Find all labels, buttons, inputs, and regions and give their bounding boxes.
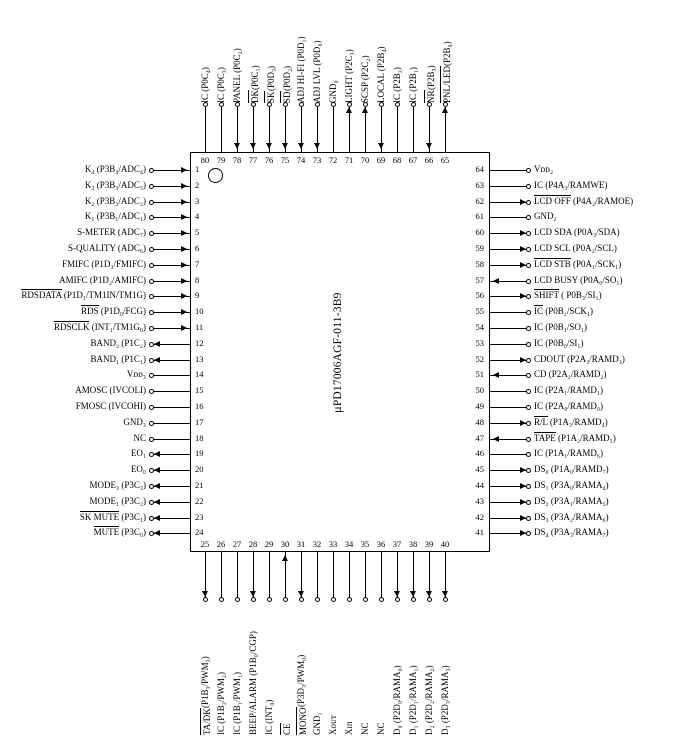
- pin-number: 2: [195, 180, 200, 190]
- pin-number: 13: [195, 354, 204, 364]
- pin-label: NC: [376, 722, 386, 735]
- pin-terminal: [267, 597, 272, 602]
- pin-label: IC (P0B₂/SCK₁): [534, 306, 594, 316]
- pin-terminal: [283, 597, 288, 602]
- pin-number: 21: [195, 480, 204, 490]
- pin-terminal: [411, 597, 416, 602]
- pin-number: 10: [195, 306, 204, 316]
- pin-terminal: [149, 342, 154, 347]
- signal-direction-arrow: [154, 357, 160, 363]
- signal-direction-arrow: [154, 499, 160, 505]
- pin-number: 16: [195, 401, 204, 411]
- pin-number: 24: [195, 527, 204, 537]
- pin-label: IC (P0C₃): [216, 67, 226, 103]
- pin-label: DS₁ (P3A₀/RAMA₄): [534, 480, 609, 490]
- pin-number: 38: [408, 539, 418, 549]
- pin-number: 64: [475, 164, 484, 174]
- pin-label: D₀ (P2D₀/RAMA₀): [392, 665, 402, 735]
- pin-lead: [221, 107, 222, 152]
- pin-label: GND₁: [312, 712, 322, 735]
- pin-terminal: [526, 168, 531, 173]
- pin-number: 80: [200, 155, 210, 165]
- pin-number: 71: [344, 155, 354, 165]
- pin-terminal: [149, 373, 154, 378]
- pin-number: 62: [475, 196, 484, 206]
- pin-terminal: [526, 500, 531, 505]
- pin-label: Vᴅᴅ₃: [126, 369, 146, 379]
- signal-direction-arrow: [181, 214, 187, 220]
- pin-lead: [413, 107, 414, 152]
- signal-direction-arrow: [426, 143, 432, 149]
- pin-number: 3: [195, 196, 200, 206]
- pin-label: PNL/LED (P2B₀): [442, 41, 452, 103]
- pin-number: 74: [296, 155, 306, 165]
- pin-number: 63: [475, 180, 484, 190]
- pin-label: LCD STB (P0A₁/SCK₁): [534, 259, 622, 269]
- signal-direction-arrow: [181, 278, 187, 284]
- pin-number: 23: [195, 512, 204, 522]
- pin-number: 58: [475, 259, 484, 269]
- pin-number: 35: [360, 539, 370, 549]
- signal-direction-arrow: [154, 515, 160, 521]
- pin-label: EO₁: [130, 448, 146, 458]
- pin-label: LCD BUSY (P0A₀/SO₁): [534, 275, 623, 285]
- signal-direction-arrow: [154, 483, 160, 489]
- pin-terminal: [443, 597, 448, 602]
- signal-direction-arrow: [314, 143, 320, 149]
- pin-number: 69: [376, 155, 386, 165]
- pin-lead: [381, 552, 382, 597]
- pin-terminal: [149, 437, 154, 442]
- pin-number: 59: [475, 243, 484, 253]
- pin-lead: [397, 107, 398, 152]
- signal-direction-arrow: [346, 107, 352, 113]
- pin-lead: [490, 391, 526, 392]
- pin-number: 39: [424, 539, 434, 549]
- pin-label: D₁ (P2D₁/RAMA₁): [408, 665, 418, 735]
- pin-number: 7: [195, 259, 200, 269]
- pin-label: K₁ (P3B₁/ADC₁): [84, 211, 146, 221]
- pin-number: 79: [216, 155, 226, 165]
- pin-label: MODE₁ (P3C₂): [89, 496, 146, 506]
- pin-terminal: [149, 231, 154, 236]
- pin-terminal: [149, 531, 154, 536]
- pin-label: IC (P2B₂): [392, 67, 402, 103]
- pin-terminal: [149, 310, 154, 315]
- pin-lead: [154, 439, 190, 440]
- pin-label: AMIFC (P1D₂/AMIFC): [59, 275, 146, 285]
- pin-terminal: [526, 405, 531, 410]
- pin-lead: [333, 107, 334, 152]
- pin-label: TAPE (P1A₂/RAMD₅): [534, 433, 616, 443]
- pin-number: 25: [200, 539, 210, 549]
- pin1-index-marker: [208, 168, 223, 183]
- pin-number: 28: [248, 539, 258, 549]
- pin-label: DS₀ (P1A₀/RAMD₇): [534, 464, 609, 474]
- pin-label: IC (P0B₀/SI₁): [534, 338, 584, 348]
- pin-terminal: [526, 215, 531, 220]
- pin-terminal: [149, 294, 154, 299]
- pin-label: BAND₁ (P1C₁): [90, 354, 146, 364]
- pin-number: 60: [475, 227, 484, 237]
- pin-number: 20: [195, 464, 204, 474]
- pin-terminal: [347, 597, 352, 602]
- pin-terminal: [526, 437, 531, 442]
- pin-number: 77: [248, 155, 258, 165]
- pin-terminal: [149, 389, 154, 394]
- pin-label: R/L (P1A₃/RAMD₄): [534, 417, 608, 427]
- pin-number: 54: [475, 322, 484, 332]
- pin-terminal: [149, 421, 154, 426]
- pin-terminal: [299, 597, 304, 602]
- pin-lead: [154, 375, 190, 376]
- pin-label: SCSP (P2C₂): [360, 55, 370, 103]
- signal-direction-arrow: [181, 246, 187, 252]
- signal-direction-arrow: [493, 278, 499, 284]
- pin-label: ADJ HI-FI (P0D₁): [296, 36, 306, 103]
- pin-label: RDSDATA (P1D₁/TM1IN/TM1G): [21, 290, 146, 300]
- pin-terminal: [526, 231, 531, 236]
- signal-direction-arrow: [154, 451, 160, 457]
- pin-label: IC (P2A₁/RAMD₁): [534, 385, 604, 395]
- pin-label: IC (INT₀): [264, 699, 274, 735]
- pin-terminal: [149, 279, 154, 284]
- pin-label: EO₀: [130, 464, 146, 474]
- pin-number: 65: [440, 155, 450, 165]
- pin-lead: [221, 552, 222, 597]
- pin-number: 75: [280, 155, 290, 165]
- signal-direction-arrow: [181, 293, 187, 299]
- signal-direction-arrow: [181, 325, 187, 331]
- pin-lead: [490, 328, 526, 329]
- pin-label: DS₃ (P3A₂/RAMA₆): [534, 512, 609, 522]
- pin-label: SD (P0D₂): [282, 66, 292, 103]
- signal-direction-arrow: [154, 467, 160, 473]
- pin-terminal: [526, 389, 531, 394]
- pin-label: NR (P2B₃): [426, 65, 436, 103]
- pin-label: IC (P2A₀/RAMD₀): [534, 401, 604, 411]
- pin-lead: [333, 552, 334, 597]
- pin-terminal: [149, 452, 154, 457]
- pin-number: 5: [195, 227, 200, 237]
- pin-label: CE: [282, 723, 292, 735]
- pin-terminal: [526, 200, 531, 205]
- signal-direction-arrow: [250, 143, 256, 149]
- pin-label: RDSCLK (INT₁/TM1G₀): [53, 322, 146, 332]
- pin-number: 73: [312, 155, 322, 165]
- pin-terminal: [149, 215, 154, 220]
- pin-label: SK (P0D₃): [266, 66, 276, 103]
- pin-label: LCD SCL (P0A₂/SCL): [534, 243, 617, 253]
- pin-terminal: [427, 597, 432, 602]
- pin-number: 56: [475, 290, 484, 300]
- pin-number: 52: [475, 354, 484, 364]
- pin-number: 26: [216, 539, 226, 549]
- pin-label: SK MUTE (P3C₁): [79, 512, 146, 522]
- pin-number: 70: [360, 155, 370, 165]
- pin-lead: [490, 407, 526, 408]
- pin-lead: [349, 552, 350, 597]
- pin-lead: [490, 186, 526, 187]
- pin-terminal: [219, 597, 224, 602]
- pin-lead: [490, 217, 526, 218]
- pin-terminal: [149, 468, 154, 473]
- pin-number: 8: [195, 275, 200, 285]
- signal-direction-arrow: [234, 143, 240, 149]
- pin-number: 27: [232, 539, 242, 549]
- pin-label: S-METER (ADC₇): [77, 227, 146, 237]
- pin-number: 4: [195, 211, 200, 221]
- signal-direction-arrow: [181, 167, 187, 173]
- pin-label: GND₃: [123, 417, 146, 427]
- pin-number: 40: [440, 539, 450, 549]
- pin-label: S-QUALITY (ADC₆): [67, 243, 146, 253]
- pin-label: K₄ (P3B₄/ADC₄): [84, 164, 146, 174]
- pin-label: ADJ LVL (P0D₀): [312, 40, 322, 103]
- pin-label: IC (P1A₁/RAMD₆): [534, 448, 604, 458]
- pin-number: 72: [328, 155, 338, 165]
- pin-label: GND₂: [534, 211, 557, 221]
- pin-lead: [490, 312, 526, 313]
- pin-terminal: [526, 358, 531, 363]
- signal-direction-arrow: [181, 230, 187, 236]
- pin-label: MODE₃ (P3C₃): [89, 480, 146, 490]
- pin-number: 49: [475, 401, 484, 411]
- pin-label: Vᴅᴅ₂: [534, 164, 554, 174]
- pin-lead: [365, 107, 366, 152]
- pin-number: 33: [328, 539, 338, 549]
- pin-number: 15: [195, 385, 204, 395]
- pin-label: D₃ (P2D₃/RAMA₃): [440, 665, 450, 735]
- chip-part-number: µPD17006AGF-011-3B9: [332, 292, 344, 414]
- pin-terminal: [526, 484, 531, 489]
- pin-number: 76: [264, 155, 274, 165]
- pin-terminal: [526, 184, 531, 189]
- pin-number: 12: [195, 338, 204, 348]
- pin-terminal: [149, 247, 154, 252]
- pin-terminal: [149, 263, 154, 268]
- pin-number: 17: [195, 417, 204, 427]
- signal-direction-arrow: [181, 262, 187, 268]
- pin-label: PANEL (P0C₂): [232, 48, 242, 103]
- pin-label: RDS (P1D₀/FCG): [81, 306, 146, 316]
- pin-terminal: [149, 358, 154, 363]
- pin-label: IC (P0B₁/SO₁): [534, 322, 588, 332]
- pin-terminal: [526, 326, 531, 331]
- pin-terminal: [526, 452, 531, 457]
- pin-label: D₂ (P2D₂/RAMA₂): [424, 665, 434, 735]
- pin-label: IC (P1B₂/PWM₂): [216, 671, 226, 735]
- pin-label: BEEP/ALARM (P1B₀/CGP): [248, 631, 258, 735]
- signal-direction-arrow: [282, 143, 288, 149]
- signal-direction-arrow: [154, 530, 160, 536]
- pin-terminal: [149, 500, 154, 505]
- pin-lead: [490, 454, 526, 455]
- pin-terminal: [526, 468, 531, 473]
- pin-label: CD (P2A₂/RAMD₂): [534, 369, 607, 379]
- pin-terminal: [315, 597, 320, 602]
- pin-number: 57: [475, 275, 484, 285]
- pin-number: 45: [475, 464, 484, 474]
- signal-direction-arrow: [181, 309, 187, 315]
- pin-label: DS₄ (P3A₃/RAMA₇): [534, 527, 609, 537]
- pin-number: 30: [280, 539, 290, 549]
- signal-direction-arrow: [362, 107, 368, 113]
- pin-number: 14: [195, 369, 204, 379]
- pin-number: 43: [475, 496, 484, 506]
- pin-terminal: [526, 373, 531, 378]
- pin-lead: [365, 552, 366, 597]
- pin-number: 55: [475, 306, 484, 316]
- pin-label: SHIFT ( P0B₃/SI₁): [534, 290, 602, 300]
- pin-number: 31: [296, 539, 306, 549]
- pin-terminal: [331, 597, 336, 602]
- pin-terminal: [149, 184, 154, 189]
- pin-number: 37: [392, 539, 402, 549]
- pin-number: 51: [475, 369, 484, 379]
- pin-lead: [349, 107, 350, 152]
- pin-terminal: [363, 597, 368, 602]
- pin-label: LCD SDA (P0A₃/SDA): [534, 227, 620, 237]
- signal-direction-arrow: [298, 143, 304, 149]
- pin-number: 41: [475, 527, 484, 537]
- pin-label: DS₂ (P3A₁/RAMA₅): [534, 496, 609, 506]
- pin-lead: [205, 107, 206, 152]
- signal-direction-arrow: [282, 555, 288, 561]
- pin-label: IC (P2B₁): [408, 67, 418, 103]
- pin-lead: [490, 170, 526, 171]
- signal-direction-arrow: [442, 107, 448, 113]
- pin-terminal: [149, 200, 154, 205]
- pin-terminal: [526, 516, 531, 521]
- pin-terminal: [526, 294, 531, 299]
- pin-terminal: [149, 484, 154, 489]
- signal-direction-arrow: [493, 436, 499, 442]
- pin-label: GND₀: [328, 80, 338, 103]
- signal-direction-arrow: [493, 372, 499, 378]
- pin-terminal: [149, 168, 154, 173]
- pin-lead: [445, 107, 446, 152]
- pin-label: Xᴏᴜᴛ: [328, 715, 338, 735]
- pin-number: 18: [195, 433, 204, 443]
- pin-terminal: [526, 310, 531, 315]
- pin-label: IC (P1B₁/PWM₁): [232, 671, 242, 735]
- pin-number: 36: [376, 539, 386, 549]
- pin-label: LCD OFF (P4A₂/RAMOE): [534, 196, 634, 206]
- signal-direction-arrow: [181, 183, 187, 189]
- pin-label: DK (P0C₁): [250, 65, 260, 103]
- pin-number: 44: [475, 480, 484, 490]
- pin-number: 78: [232, 155, 242, 165]
- pin-terminal: [235, 597, 240, 602]
- pin-label: FMOSC (IVCOHI): [75, 401, 146, 411]
- pin-terminal: [379, 597, 384, 602]
- pin-terminal: [526, 247, 531, 252]
- pin-lead: [269, 552, 270, 597]
- signal-direction-arrow: [378, 143, 384, 149]
- pin-number: 46: [475, 448, 484, 458]
- pin-label: IC (P4A₃/RAMWE): [534, 180, 608, 190]
- pin-terminal: [149, 326, 154, 331]
- pin-label: K₃ (P3B₃/ADC₅): [84, 180, 146, 190]
- pin-terminal: [526, 531, 531, 536]
- pin-number: 1: [195, 164, 200, 174]
- pin-terminal: [149, 516, 154, 521]
- pin-terminal: [526, 421, 531, 426]
- pin-terminal: [149, 405, 154, 410]
- pin-lead: [154, 391, 190, 392]
- pin-number: 19: [195, 448, 204, 458]
- pin-label: K₂ (P3B₂/ADC₂): [84, 196, 146, 206]
- pin-number: 53: [475, 338, 484, 348]
- pin-label: Xɪn: [344, 721, 354, 735]
- pin-label: NC: [133, 433, 146, 443]
- pin-label: MUTE (P3C₀): [93, 527, 146, 537]
- pin-number: 61: [475, 211, 484, 221]
- pin-number: 34: [344, 539, 354, 549]
- pin-number: 22: [195, 496, 204, 506]
- pin-number: 42: [475, 512, 484, 522]
- pin-label: AMOSC (IVCOLI): [75, 385, 146, 395]
- pin-label: LOCAL (P2B₄): [376, 46, 386, 103]
- pin-label: FMIFC (P1D₃/FMIFC): [62, 259, 146, 269]
- pin-terminal: [526, 263, 531, 268]
- pin-label: MONO (P3D₃/PWM₀): [296, 655, 308, 735]
- pin-number: 66: [424, 155, 434, 165]
- signal-direction-arrow: [154, 341, 160, 347]
- pin-terminal: [203, 597, 208, 602]
- pin-number: 47: [475, 433, 484, 443]
- pin-lead: [237, 552, 238, 597]
- pin-number: 48: [475, 417, 484, 427]
- pin-terminal: [395, 597, 400, 602]
- pin-label: CDOUT (P2A₃/RAMD₃): [534, 354, 625, 364]
- pin-lead: [154, 423, 190, 424]
- pin-label: LIGHT (P2C₃): [344, 49, 354, 103]
- pin-number: 11: [195, 322, 204, 332]
- pin-label: BAND₂ (P1C₂): [90, 338, 146, 348]
- pin-terminal: [526, 342, 531, 347]
- pin-number: 67: [408, 155, 418, 165]
- pin-lead: [490, 344, 526, 345]
- pin-terminal: [251, 597, 256, 602]
- pin-lead: [154, 407, 190, 408]
- pin-label: IC (P0C₄): [200, 67, 210, 103]
- pin-number: 32: [312, 539, 322, 549]
- pin-number: 29: [264, 539, 274, 549]
- pin-number: 50: [475, 385, 484, 395]
- pin-terminal: [526, 279, 531, 284]
- pin-number: 6: [195, 243, 200, 253]
- signal-direction-arrow: [181, 199, 187, 205]
- signal-direction-arrow: [266, 143, 272, 149]
- pin-label: NC: [360, 722, 370, 735]
- pin-number: 9: [195, 290, 200, 300]
- pin-label: TA/DK (P1B₃/PWM₃): [200, 656, 212, 735]
- pin-lead: [317, 552, 318, 597]
- pin-number: 68: [392, 155, 402, 165]
